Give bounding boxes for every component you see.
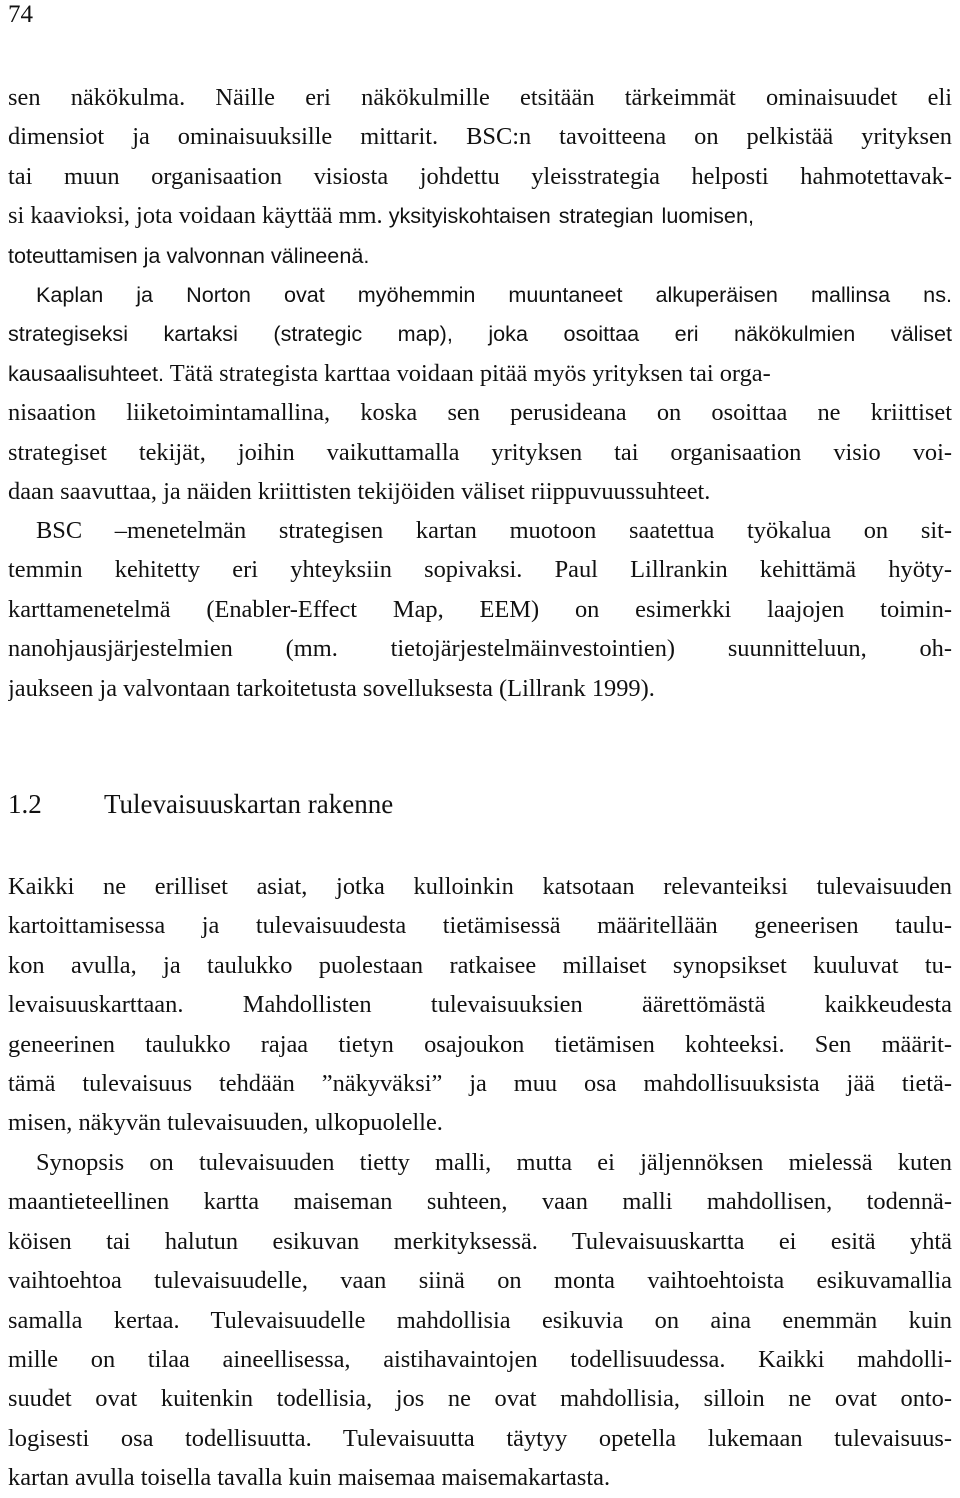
text-line: kartoittamisessa ja tulevaisuudesta tietämisessä määritellään geneerisen taulu- [8,912,952,940]
text-line: karttamenetelmä (Enabler-Effect Map, EEM) on esimerkki laajojen toimin- [8,595,952,623]
text-line: daan saavuttaa, ja näiden kriittisten tekijöiden väliset riippuvuussuhteet. [8,477,711,505]
text-line: tämä tulevaisuus tehdään ”näkyväksi” ja muu osa mahdollisuuksista jää tietä- [8,1069,952,1097]
paragraph-2 [8,275,952,511]
section-heading [8,784,952,824]
text-line: mille on tilaa aineellisessa, aistihavaintojen todellisuudessa. Kaikki mahdolli- [8,1345,952,1373]
text-line: jaukseen ja valvontaan tarkoitetusta sovelluksesta (Lillrank 1999). [8,674,655,702]
paragraph-3 [8,511,952,708]
text-line: misen, näkyvän tulevaisuuden, ulkopuolelle. [8,1109,443,1137]
text-line: Synopsis on tulevaisuuden tietty malli, mutta ei jäljennöksen mielessä kuten [36,1149,952,1176]
text-line: temmin kehitetty eri yhteyksiin sopivaksi. Paul Lillrankin kehittämä hyöty- [8,556,952,584]
text-line: kartan avulla toisella tavalla kuin maisemaa maisemakartasta. [8,1464,611,1492]
text-line: geneerinen taulukko rajaa tietyn osajoukon tietämisen kohteeksi. Sen määrit- [8,1030,952,1058]
paragraph-4 [8,867,952,1143]
text-line: strategiseksi kartaksi (strategic map), joka osoittaa eri näkökulmien väliset [8,321,952,347]
text-line: dimensiot ja ominaisuuksille mittarit. BSC:n tavoitteena on pelkistää yrityksen [8,123,952,151]
text-segment: si kaavioksi, jota voidaan käyttää mm. [8,202,383,230]
text-line: nanohjausjärjestelmien (mm. tietojärjestelmäinvestointien) suunnitteluun, oh- [8,635,952,663]
text-line-mixed [8,196,952,235]
paragraph-1 [8,78,952,275]
text-line: levaisuuskarttaan. Mahdollisten tulevaisuuksien äärettömästä kaikkeudesta [8,991,952,1019]
text-segment: Tätä strategista karttaa voidaan pitää myös yrityksen tai orga- [169,359,771,387]
text-line: toteuttamisen ja valvonnan välineenä. [8,242,370,268]
text-line: kon avulla, ja taulukko puolestaan ratkaisee millaiset synopsikset kuuluvat tu- [8,951,952,979]
section-title: Tulevaisuuskartan rakenne [104,789,394,819]
text-line: Kaikki ne erilliset asiat, jotka kulloinkin katsotaan relevanteiksi tulevaisuuden [8,873,952,900]
text-line-mixed [8,354,952,393]
text-line: BSC –menetelmän strategisen kartan muotoon saatettua työkalua on sit- [36,517,952,544]
text-line: samalla kertaa. Tulevaisuudelle mahdollisia esikuvia on aina enemmän kuin [8,1306,952,1334]
paragraph-5 [8,1143,952,1498]
section-number: 1.2 [8,789,42,819]
text-line: sen näkökulma. Näille eri näkökulmille etsitään tärkeimmät ominaisuudet eli [8,84,952,111]
text-line: vaihtoehtoa tulevaisuudelle, vaan siinä on monta vaihtoehtoista esikuvamallia [8,1267,952,1295]
text-line: köisen tai halutun esikuvan merkityksessä. Tulevaisuuskartta ei esitä yhtä [8,1227,952,1255]
text-segment-sans: kausaalisuhteet. [8,360,165,386]
page-number: 74 [8,1,33,28]
text-line: Kaplan ja Norton ovat myöhemmin muuntaneet alkuperäisen mallinsa ns. [36,282,952,307]
text-line: maantieteellinen kartta maiseman suhteen, vaan malli mahdollisen, todennä- [8,1188,952,1216]
text-line: suudet ovat kuitenkin todellisia, jos ne ovat mahdollisia, silloin ne ovat onto- [8,1385,952,1413]
text-line: nisaation liiketoimintamallina, koska sen perusideana on osoittaa ne kriittiset [8,399,952,427]
text-segment-sans: yksityiskohtaisen strategian luomisen, [388,203,754,229]
text-line: logisesti osa todellisuutta. Tulevaisuutta täytyy opetella lukemaan tulevaisuus- [8,1424,952,1452]
text-line: strategiset tekijät, joihin vaikuttamalla yrityksen tai organisaation visio voi- [8,438,952,466]
text-line: tai muun organisaation visiosta johdettu yleisstrategia helposti hahmotettavak- [8,162,952,190]
